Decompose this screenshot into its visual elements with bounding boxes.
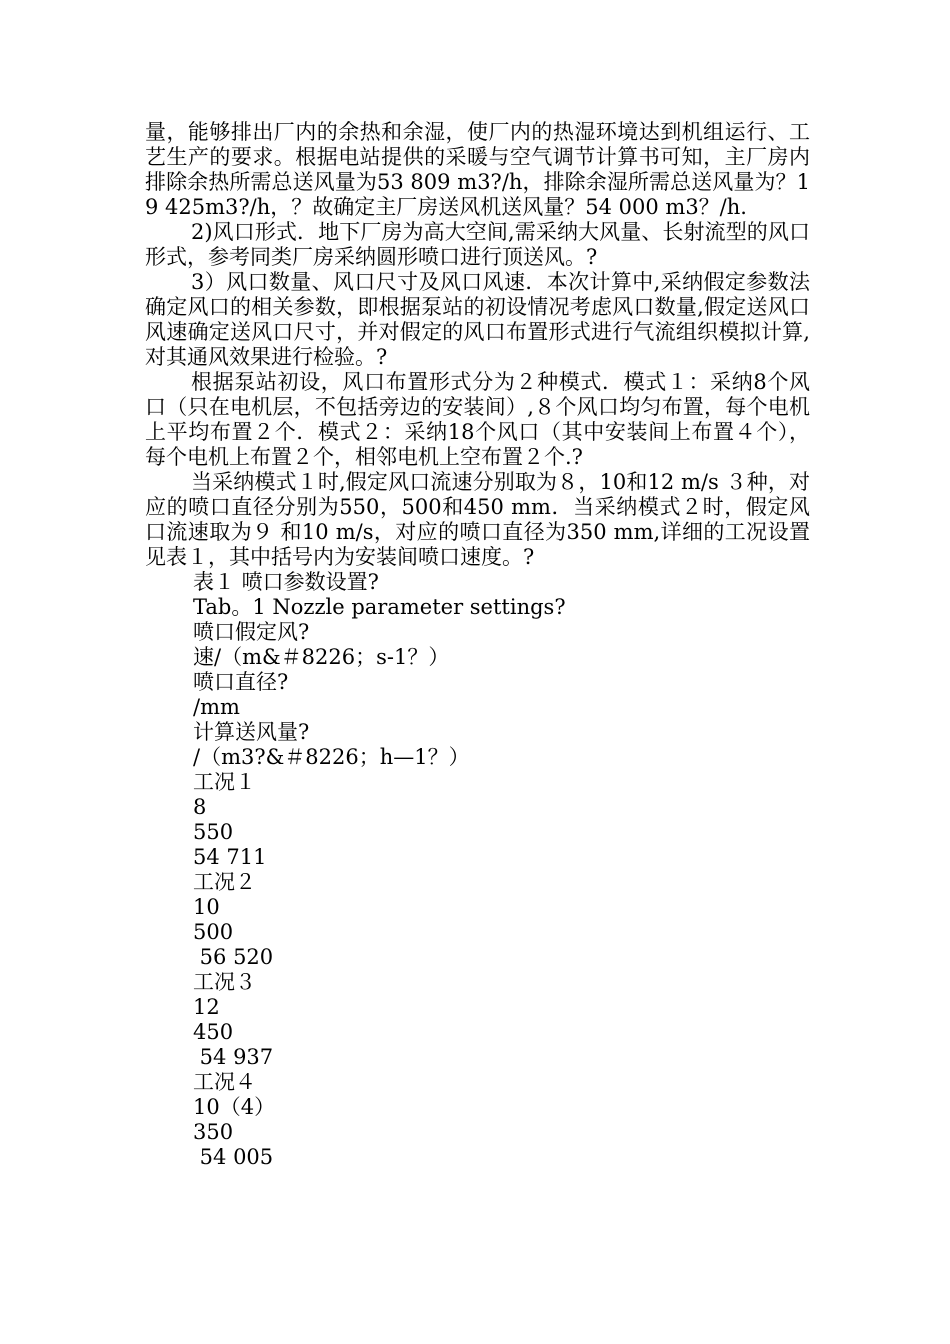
- table-cell: 12: [193, 995, 220, 1019]
- table-cell: 54 937: [193, 1045, 274, 1069]
- table-header-airflow-1: 计算送风量?: [193, 720, 310, 744]
- table-header-velocity-1: 喷口假定风?: [193, 620, 310, 644]
- table-cell: 54 005: [193, 1145, 274, 1169]
- table-cell: 56 520: [193, 945, 274, 969]
- table-cell: 工况３: [193, 970, 256, 994]
- paragraph-3: 3）风口数量、风口尺寸及风口风速．本次计算中,采纳假定参数法确定风口的相关参数，即根据泵站的初设情况考虑风口数量,假定送风口风速确定送风口尺寸，并对假定的风口布置形式进行气流组织模拟计算,对其通风效果进行检验。?: [145, 270, 810, 369]
- table-header-diameter-2: /mm: [193, 695, 240, 719]
- table-1-flattened: [145, 570, 810, 1170]
- table-cell: 54 711: [193, 845, 267, 869]
- table-cell: 450: [193, 1020, 234, 1044]
- paragraph-4: 根据泵站初设，风口布置形式分为２种模式．模式１：采纳8个风口（只在电机层，不包括旁边的安装间）,８个风口均匀布置，每个电机上平均布置２个．模式２：采纳18个风口（其中安装间上布置４个），每个电机上布置２个，相邻电机上空布置２个.?: [145, 370, 810, 469]
- paragraph-2: 2)风口形式．地下厂房为高大空间,需采纳大风量、长射流型的风口形式，参考同类厂房采纳圆形喷口进行顶送风。?: [145, 220, 810, 269]
- table-cell: 500: [193, 920, 234, 944]
- table-header-velocity-2: 速/（m&＃8226；s-1？）: [193, 645, 450, 669]
- table-caption-en: Tab。1 Nozzle parameter settings?: [193, 595, 566, 619]
- table-cell: 550: [193, 820, 234, 844]
- document-page: [145, 120, 810, 1170]
- table-cell: 8: [193, 795, 207, 819]
- paragraph-5: 当采纳模式１时,假定风口流速分别取为８，10和12 m/s ３种，对应的喷口直径分别为550，500和450 mm．当采纳模式２时，假定风口流速取为９ 和10 m/s，对应的喷口直径为350 mm,详细的工况设置见表１，其中括号内为安装间喷口速度。?: [145, 470, 810, 569]
- paragraph-1: 量，能够排出厂内的余热和余湿，使厂内的热湿环境达到机组运行、工艺生产的要求。根据电站提供的采暖与空气调节计算书可知，主厂房内排除余热所需总送风量为53 809 m3?/h，排除余湿所需总送风量为？19 425m3?/h，？故确定主厂房送风机送风量？54 000 m3？/h.: [145, 120, 810, 219]
- table-cell: 10: [193, 895, 220, 919]
- table-caption: 表１ 喷口参数设置?: [193, 570, 379, 594]
- table-header-diameter-1: 喷口直径?: [193, 670, 289, 694]
- table-header-airflow-2: /（m3?&＃8226；h—1？）: [193, 745, 470, 769]
- table-cell: 10（4）: [193, 1095, 276, 1119]
- table-cell: 工况４: [193, 1070, 256, 1094]
- table-cell: 工况２: [193, 870, 256, 894]
- table-cell: 350: [193, 1120, 234, 1144]
- table-cell: 工况１: [193, 770, 256, 794]
